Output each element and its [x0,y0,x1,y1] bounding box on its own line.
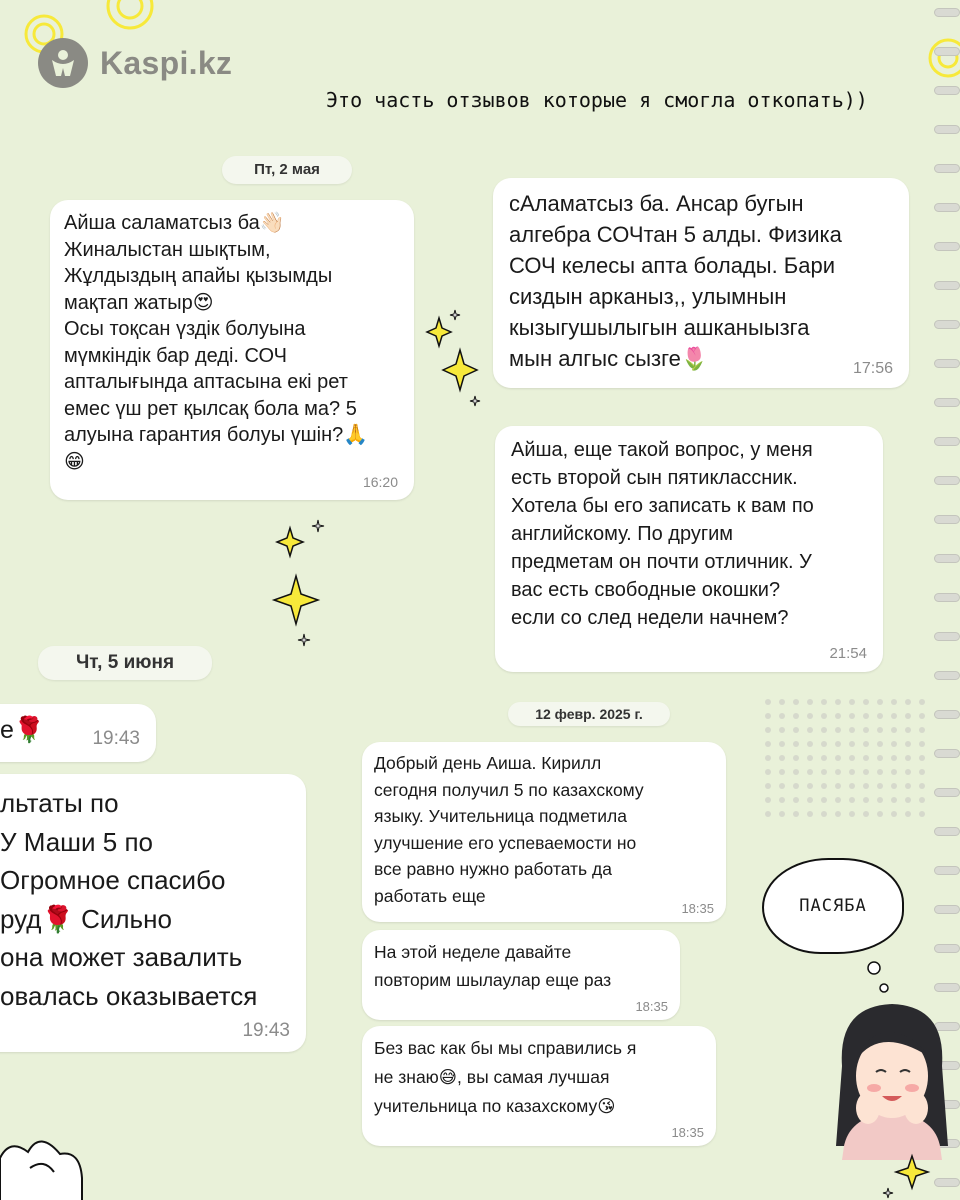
pattern-dot [793,727,799,733]
spiral-ring [934,86,960,95]
pattern-dot [905,811,911,817]
pattern-dot [821,699,827,705]
spiral-ring [934,632,960,641]
pattern-dot [877,741,883,747]
pattern-dot [891,783,897,789]
pattern-dot [905,797,911,803]
pattern-dot [849,783,855,789]
spiral-ring [934,398,960,407]
girl-avatar-illustration [820,996,960,1160]
spiral-ring [934,788,960,797]
message-time: 18:35 [681,901,714,916]
pattern-dot [877,769,883,775]
date-separator: Чт, 5 июня [38,646,212,680]
pattern-dot [779,811,785,817]
spiral-ring [934,749,960,758]
spiral-ring [934,320,960,329]
spiral-ring [934,983,960,992]
pattern-dot [863,755,869,761]
message-bubble [362,930,680,1020]
pattern-dot [765,769,771,775]
pattern-dot [905,741,911,747]
pattern-dot [877,699,883,705]
pattern-dot [765,797,771,803]
thought-bubbles [864,958,894,998]
message-bubble [495,426,883,672]
page-headline: Это часть отзывов которые я смогла откопать)) [326,88,868,112]
pattern-dot [877,727,883,733]
message-bubble [50,200,414,500]
pattern-dot [891,713,897,719]
pattern-dot [821,811,827,817]
pattern-dot [863,769,869,775]
pattern-dot [807,783,813,789]
spiral-ring [934,125,960,134]
pattern-dot [835,797,841,803]
pattern-dot [919,699,925,705]
pattern-dot [849,713,855,719]
date-separator: 12 февр. 2025 г. [508,702,670,726]
message-time: 18:35 [671,1125,704,1140]
spiral-ring [934,359,960,368]
pattern-dot [849,769,855,775]
pattern-dot [905,783,911,789]
pattern-dot [849,755,855,761]
pattern-dot [919,727,925,733]
message-time: 17:56 [852,360,893,377]
spiral-ring [934,242,960,251]
pattern-dot [779,769,785,775]
pattern-dot [877,755,883,761]
message-time: 21:54 [829,645,867,662]
pattern-dot [765,699,771,705]
pattern-dot [779,797,785,803]
pattern-dot [919,811,925,817]
spiral-ring [934,47,960,56]
sparkle-icon [880,1150,940,1200]
brand-logo [38,38,232,88]
sticker-text: ПАСЯБА [799,896,867,916]
pattern-dot [765,727,771,733]
spiral-ring [934,203,960,212]
brand-name: Kaspi.kz [100,44,233,81]
pattern-dot [849,727,855,733]
spiral-ring [934,554,960,563]
pattern-dot [905,713,911,719]
pattern-dot [793,699,799,705]
spiral-ring [934,281,960,290]
pattern-dot [779,713,785,719]
spiral-ring [934,593,960,602]
pattern-dot [821,713,827,719]
pattern-dot [765,783,771,789]
pattern-dot [807,727,813,733]
pattern-dot [905,755,911,761]
pattern-dot [765,713,771,719]
pattern-dot [891,727,897,733]
cloud-doodle [0,1128,90,1200]
pattern-dot [765,811,771,817]
message-text: Без вас как бы мы справились я не знаю😅, вы самая лучшая учительница по казахскому😘 [374,1038,637,1116]
message-time: 19:43 [92,728,140,749]
pattern-dot [835,811,841,817]
pattern-dot [821,797,827,803]
message-text: е🌹 [0,716,46,744]
spiral-ring [934,671,960,680]
spiral-ring [934,476,960,485]
pattern-dot [919,741,925,747]
message-text: Айша саламатсыз ба👋🏻 Жиналыстан шықтым, Жұлдыздың апайы қызымды мақтап жатыр😍 Осы тоқсан үздік болуына мүмкіндік бар деді. СОЧ апталығында аптасына екі рет емес үш рет қылсақ бола ма? 5 алуына гарантия болуы үшін?🙏 😁 [64,212,369,473]
spiral-ring [934,164,960,173]
pattern-dot [807,755,813,761]
pattern-dot [919,713,925,719]
pattern-dot [863,783,869,789]
pattern-dot [835,755,841,761]
pattern-dot [905,727,911,733]
pattern-dot [793,797,799,803]
pattern-dot [779,741,785,747]
pattern-dot [807,741,813,747]
spiral-ring [934,515,960,524]
pattern-dot [863,727,869,733]
message-bubble [0,704,156,762]
pattern-dot [919,755,925,761]
pattern-dot [891,699,897,705]
pattern-dot [821,755,827,761]
message-bubble [362,742,726,922]
pattern-dot [793,811,799,817]
message-text: На этой неделе давайте повторим шылаулар еще раз [374,942,612,990]
pattern-dot [877,783,883,789]
pattern-dot [919,769,925,775]
message-text: Айша, еще такой вопрос, у меня есть второй сын пятиклассник. Хотела бы его записать к вам по английскому. По другим предметам он почти отличник. У вас есть свободные окошки? если со след недели начнем? [511,439,814,629]
pattern-dot [891,755,897,761]
pattern-dot [835,713,841,719]
kaspi-logo-icon [38,38,88,88]
pattern-dot [891,741,897,747]
message-time: 16:20 [362,474,398,490]
message-time: 19:43 [242,1020,290,1041]
pattern-dot [849,699,855,705]
pattern-dot [779,727,785,733]
pattern-dot [821,741,827,747]
spiral-ring [934,437,960,446]
pattern-dot [793,755,799,761]
pattern-dot [793,713,799,719]
pattern-dot [863,713,869,719]
sparkle-icon [425,308,495,408]
pattern-dot [877,811,883,817]
pattern-dot [779,755,785,761]
pattern-dot [821,783,827,789]
pattern-dot [807,713,813,719]
spiral-ring [934,827,960,836]
pattern-dot [807,769,813,775]
pattern-dot [905,769,911,775]
pattern-dot [863,811,869,817]
message-bubble [493,178,909,388]
message-text: сАламатсыз ба. Ансар бугын алгебра СОЧтан 5 алды. Физика СОЧ келесы апта болады. Бари сиздын арканыз,, улымнын кызыгушылыгын ашканыызга мын алгыс сызге🌷 [509,191,842,371]
pattern-dot [835,783,841,789]
spiral-ring [934,905,960,914]
pattern-dot [835,769,841,775]
pattern-dot [807,699,813,705]
pattern-dot [849,797,855,803]
pattern-dot [765,741,771,747]
pattern-dot [807,811,813,817]
speech-cloud-icon [762,858,904,954]
pattern-dot [919,797,925,803]
pattern-dot [765,755,771,761]
message-text: льтаты по У Маши 5 по Огромное спасибо руд🌹 Сильно она может завалить овалась оказывается [0,788,258,1011]
pattern-dot [835,727,841,733]
pattern-dot [849,741,855,747]
pattern-dot [863,741,869,747]
spiral-ring [934,710,960,719]
pattern-dot [877,797,883,803]
date-separator: Пт, 2 мая [222,156,352,184]
pattern-dot [891,769,897,775]
pattern-dot [807,797,813,803]
pattern-dot [905,699,911,705]
message-bubble [0,774,306,1052]
message-bubble [362,1026,716,1146]
spiral-ring [934,8,960,17]
pattern-dot [891,797,897,803]
dot-pattern [760,694,930,824]
pattern-dot [793,769,799,775]
pattern-dot [835,699,841,705]
pattern-dot [821,769,827,775]
pattern-dot [863,699,869,705]
pattern-dot [835,741,841,747]
spiral-ring [934,866,960,875]
pattern-dot [779,699,785,705]
pattern-dot [793,741,799,747]
sparkle-icon [270,516,340,656]
message-time: 18:35 [635,999,668,1014]
pattern-dot [779,783,785,789]
pattern-dot [849,811,855,817]
pattern-dot [821,727,827,733]
pattern-dot [891,811,897,817]
spiral-ring [934,944,960,953]
message-text: Добрый день Аиша. Кирилл сегодня получил 5 по казахскому языку. Учительница подметила улучшение его успеваемости но все равно нужно работать да работать еще [374,753,644,906]
pattern-dot [919,783,925,789]
pattern-dot [863,797,869,803]
pattern-dot [877,713,883,719]
pattern-dot [793,783,799,789]
